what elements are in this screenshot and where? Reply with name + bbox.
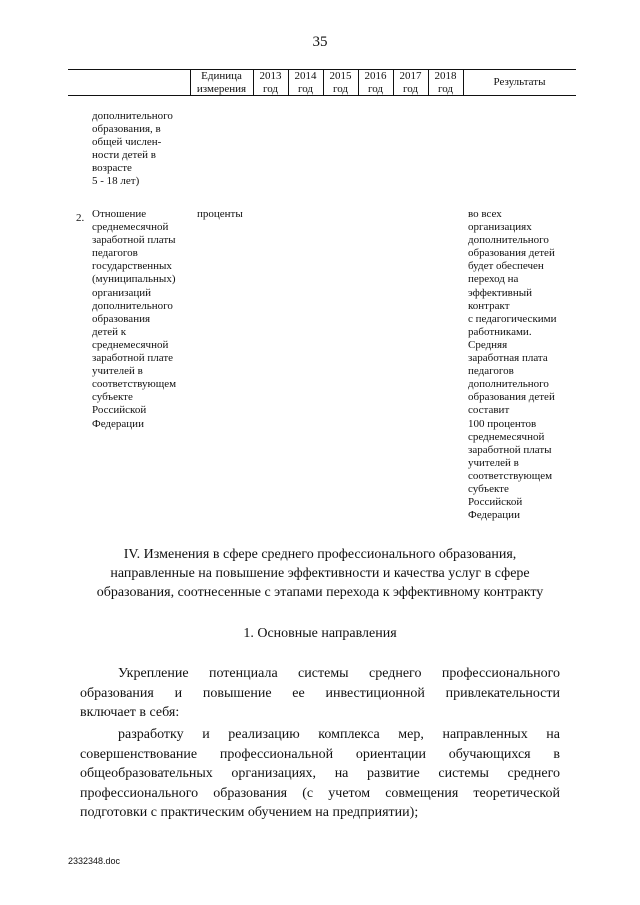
row-number: 2. <box>76 212 85 224</box>
header-year-2015: 2015 год <box>329 70 352 95</box>
paragraph: Укрепление потенциала системы среднего профессионального образования и повышение ее инвестиционной привлекательности включает в себя: <box>80 666 560 720</box>
unit-cell: проценты <box>197 208 243 220</box>
section-title: IV. Изменения в сфере среднего профессионального образования, направленные на повышение эффективности и качества услуг в сфере образования, соотнесенные с этапами перехода к эффективному контракту <box>96 547 544 600</box>
header-year-2018: 2018 год <box>434 70 457 95</box>
document-filename: 2332348.doc <box>68 856 121 866</box>
result-text: во всех организациях дополнительного образования детей будет обеспечен переход на эффективный контракт с педагогическими работниками. Средняя заработная плата педагогов дополнительного образования детей составит 100 процентов среднемесячной заработной платы учителей в соответствующем субъекте Российской Федерации <box>468 208 557 522</box>
header-year-2017: 2017 год <box>399 70 422 95</box>
page-number: 35 <box>312 34 328 50</box>
header-year-2014: 2014 год <box>294 70 317 95</box>
header-unit: Единица измерения <box>196 70 247 95</box>
subsection-title: 1. Основные направления <box>243 626 397 641</box>
indicator-continuation: дополнительного образования, в общей числен- ности детей в возрасте 5 - 18 лет) <box>92 110 173 188</box>
header-year-2013: 2013 год <box>259 70 282 95</box>
header-year-2016: 2016 год <box>364 70 387 95</box>
indicator-text: Отношение среднемесячной заработной платы педагогов государственных (муниципальных) организаций дополнительного образования детей к среднемесячной заработной плате учителей в соответствующем субъекте Российской Федерации <box>92 208 177 430</box>
header-results: Результаты <box>493 76 546 88</box>
paragraph: разработку и реализацию комплекса мер, направленных на совершенствование профессиональной ориентации обучающихся в общеобразовательных организациях, на развитие системы среднего профессионального образования (с учетом совмещения теоретической подготовки с практическим обучением на предприятии); <box>80 727 560 820</box>
